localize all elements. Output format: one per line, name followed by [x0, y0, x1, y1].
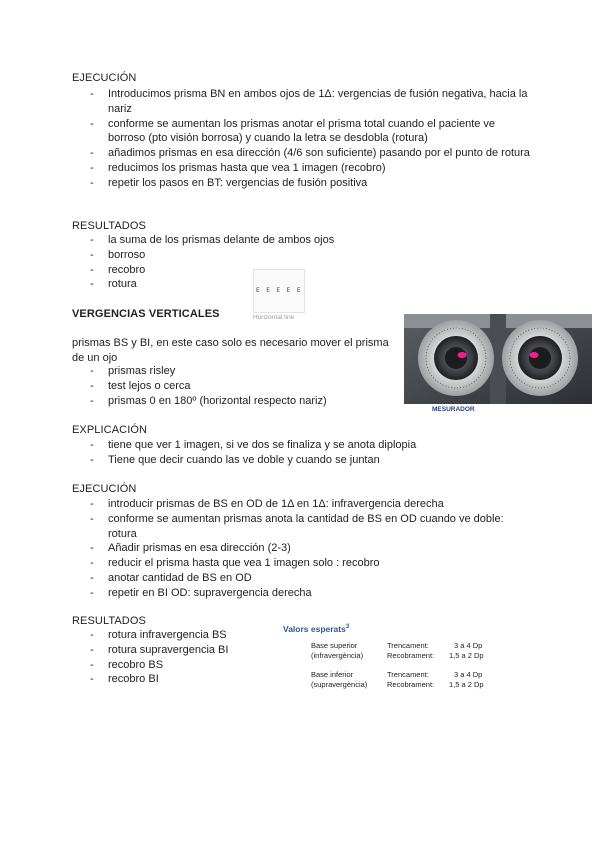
test-letters: E E E E E	[255, 287, 302, 294]
table-cell: Trencament:	[387, 670, 429, 679]
ejecucion-2-list	[90, 497, 530, 601]
valors-esperats-title: Valors esperats$^3$	[283, 624, 350, 634]
right-lens	[502, 320, 578, 396]
table-cell: (infravergència)	[311, 651, 364, 660]
explicacion-list	[90, 438, 530, 468]
list-item: - la suma de los prismas delante de ambos ojos	[90, 233, 390, 248]
section-heading-ejecucion: EJECUCIÓN	[72, 72, 137, 84]
list-item: - test lejos o cerca	[90, 379, 390, 394]
list-item: - repetir en BI OD: supravergencia derecha	[90, 586, 530, 601]
list-item: - recobro BI	[90, 672, 290, 687]
list-item: - rotura	[90, 277, 390, 292]
table-cell: Recobrament:	[387, 651, 435, 660]
list-item: - borroso	[90, 248, 390, 263]
table-cell: 3 a 4 Dp	[454, 670, 483, 679]
table-cell: (supravergència)	[311, 680, 368, 689]
list-item: - añadimos prismas en esa dirección (4/6 son suficiente) pasando por el punto de rotura	[90, 146, 530, 161]
horizontal-line-test-image	[253, 269, 305, 313]
section-heading-ejecucion-2: EJECUCIÓN	[72, 483, 137, 495]
vergencias-intro: prismas BS y BI, en este caso solo es necesario mover el prisma de un ojo	[72, 337, 389, 364]
list-item: - reducimos los prismas hasta que vea 1 imagen (recobro)	[90, 161, 530, 176]
list-item: - tiene que ver 1 imagen, si ve dos se finaliza y se anota diplopia	[90, 438, 530, 453]
mesurador-caption: MESURADOR	[432, 406, 475, 413]
list-item: - conforme se aumentan prismas anota la cantidad de BS en OD cuando ve doble: rotura	[90, 512, 530, 542]
section-heading-vergencias-verticales: VERGENCIAS VERTICALES	[72, 308, 220, 320]
list-item: - Tiene que decir cuando las ve doble y cuando se juntan	[90, 453, 530, 468]
prism-marker	[530, 352, 539, 358]
section-heading-explicacion: EXPLICACIÓN	[72, 424, 148, 436]
table-cell: 3 a 4 Dp	[454, 641, 483, 650]
table-cell: Base inferior	[311, 670, 354, 679]
section-heading-resultados: RESULTADOS	[72, 220, 146, 232]
vergencias-list	[90, 364, 390, 408]
list-item: - anotar cantidad de BS en OD	[90, 571, 530, 586]
table-cell: 1,5 a 2 Dp	[449, 651, 484, 660]
list-item: - conforme se aumentan los prismas anotar el prisma total cuando el paciente ve borroso (pto visión borrosa) y cuando la letra se desdobla (rotura)	[90, 117, 530, 147]
list-item: - rotura supravergencia BI	[90, 643, 290, 658]
list-item: - recobro BS	[90, 658, 290, 673]
horizontal-line-caption: Horizontal line	[253, 314, 295, 321]
left-lens	[418, 320, 494, 396]
section-heading-resultados-2: RESULTADOS	[72, 615, 146, 627]
list-item: - recobro	[90, 263, 390, 278]
table-cell: Trencament:	[387, 641, 429, 650]
list-item: - Introducimos prisma BN en ambos ojos de 1Δ: vergencias de fusión negativa, hacia la nariz	[90, 87, 530, 117]
list-item: - prismas risley	[90, 364, 390, 379]
list-item: - reducir el prisma hasta que vea 1 imagen solo : recobro	[90, 556, 530, 571]
list-item: - rotura infravergencia BS	[90, 628, 290, 643]
list-item: - Añadir prismas en esa dirección (2-3)	[90, 541, 530, 556]
prism-marker	[458, 352, 467, 358]
table-cell: Recobrament:	[387, 680, 435, 689]
table-cell: 1,5 a 2 Dp	[449, 680, 484, 689]
list-item: - repetir los pasos en BT: vergencias de fusión positiva	[90, 176, 530, 191]
list-item: - introducir prismas de BS en OD de 1Δ en 1Δ: infravergencia derecha	[90, 497, 530, 512]
ejecucion-list	[90, 87, 530, 191]
phoropter-photo	[404, 314, 592, 404]
resultados-list	[90, 233, 390, 292]
list-item: - prismas 0 en 180º (horizontal respecto nariz)	[90, 394, 390, 409]
resultados-2-list	[90, 628, 290, 687]
table-cell: Base superior	[311, 641, 358, 650]
